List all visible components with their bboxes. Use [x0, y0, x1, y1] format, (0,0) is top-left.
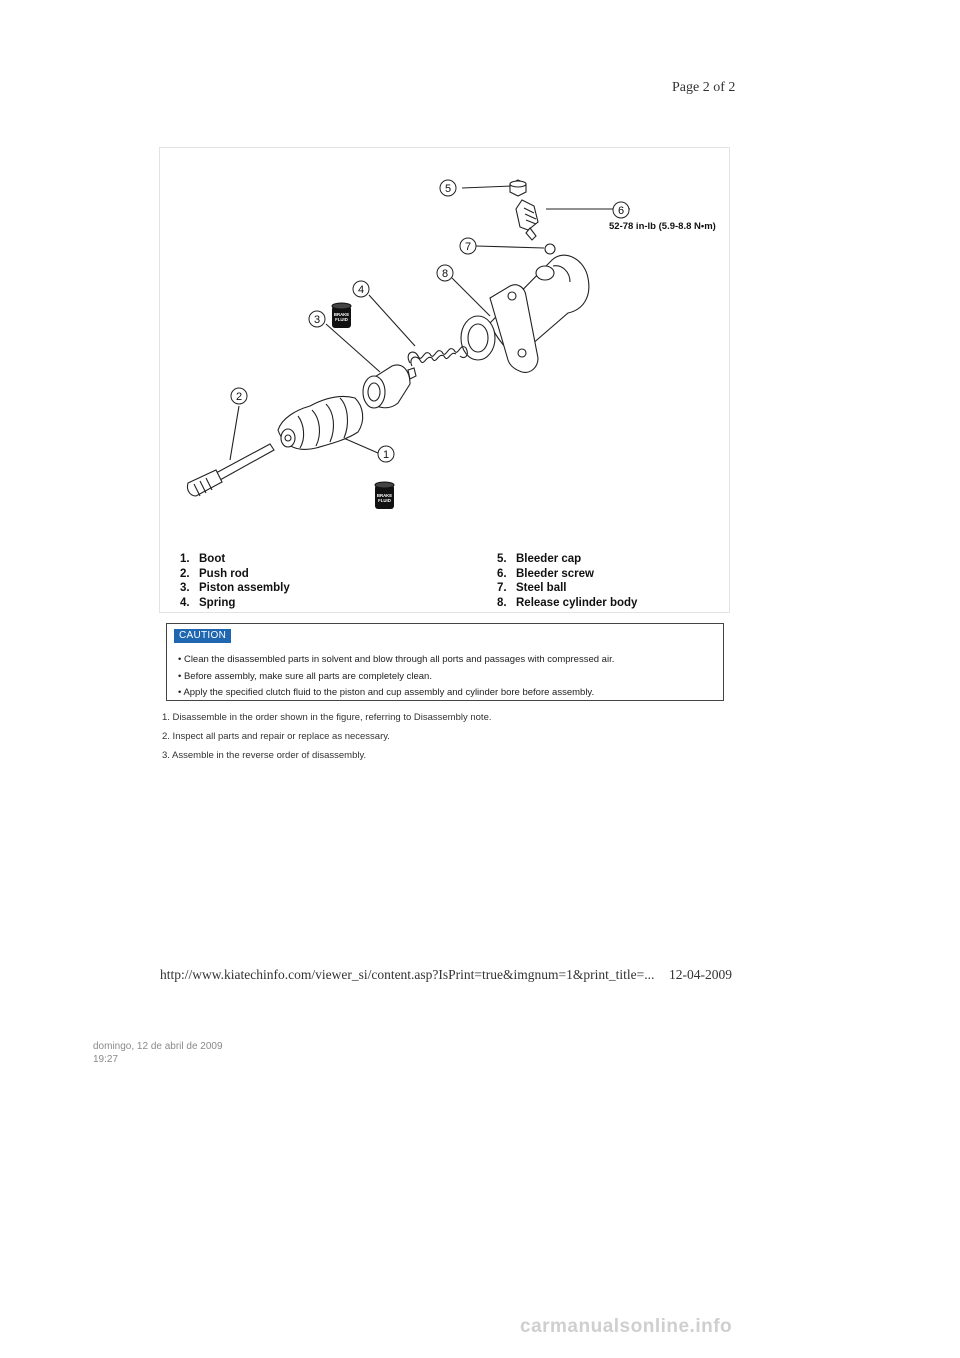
part-item: 3. Piston assembly [180, 582, 290, 594]
bleeder-cap-drawing [510, 180, 526, 196]
svg-text:8: 8 [441, 268, 449, 280]
part-item: 6. Bleeder screw [497, 567, 594, 580]
part-item: 5. Bleeder cap [497, 553, 582, 565]
part-item: 1. Boot [180, 553, 226, 565]
svg-text:3: 3 [313, 314, 321, 326]
part-item: 8. Release cylinder body [497, 596, 638, 609]
svg-text:2: 2 [235, 391, 243, 403]
procedure-step: 1. Disassemble in the order shown in the figure, referring to Disassembly note. [162, 712, 492, 723]
release-cylinder-body-drawing [461, 255, 589, 372]
torque-spec: 52-78 in-lb (5.9-8.8 N•m) [609, 221, 716, 232]
svg-text:6: 6 [617, 205, 625, 217]
parts-list-left [180, 552, 290, 610]
page-header: Page 2 of 2 [672, 80, 736, 95]
watermark: carmanualsonline.info [520, 1316, 733, 1337]
callout-5 [440, 180, 456, 196]
spring-drawing [408, 347, 467, 366]
fluid-can-label-1: BRAKE [333, 312, 350, 317]
leader-line-5 [462, 186, 512, 188]
callout-6 [613, 202, 629, 218]
svg-text:7: 7 [464, 241, 472, 253]
procedure-step: 3. Assemble in the reverse order of disassembly. [162, 750, 367, 761]
leader-line-3 [326, 324, 380, 372]
caution-box [166, 623, 724, 701]
caution-item: • Clean the disassembled parts in solvent and blow through all ports and passages with compressed air. [178, 654, 615, 665]
exploded-view-figure [159, 147, 730, 613]
leader-line-8 [452, 278, 490, 316]
bleeder-screw-drawing [516, 200, 538, 240]
push-rod-drawing [187, 444, 274, 496]
callout-7 [460, 238, 476, 254]
leader-line-2 [230, 406, 239, 460]
stamp-time: 19:27 [93, 1054, 119, 1065]
caution-item: • Apply the specified clutch fluid to the piston and cup assembly and cylinder bore before assembly. [178, 687, 595, 698]
svg-text:5: 5 [444, 183, 452, 195]
footer-url: http://www.kiatechinfo.com/viewer_si/content.asp?IsPrint=true&imgnum=1&print_title=... [160, 967, 655, 982]
svg-text:1: 1 [382, 449, 390, 461]
callout-8 [437, 265, 453, 281]
leader-line-4 [369, 295, 415, 346]
callout-1 [378, 446, 394, 462]
parts-list-right [497, 552, 637, 610]
timestamp-stamp [93, 1040, 223, 1066]
part-item: 2. Push rod [180, 567, 249, 580]
brake-fluid-can-icon [375, 482, 394, 509]
leader-line-7 [476, 246, 544, 248]
caution-badge: CAUTION [174, 629, 231, 643]
fluid-can-label-1: BRAKE [376, 493, 393, 498]
fluid-can-label-2: FLUID [378, 498, 391, 503]
stamp-date: domingo, 12 de abril de 2009 [93, 1041, 223, 1052]
part-item: 4. Spring [180, 596, 236, 609]
fluid-can-label-2: FLUID [335, 317, 348, 322]
procedure-step: 2. Inspect all parts and repair or replace as necessary. [162, 731, 390, 742]
steel-ball-drawing [545, 244, 555, 254]
part-item: 7. Steel ball [497, 582, 567, 594]
callout-2 [231, 388, 247, 404]
piston-assembly-drawing [363, 365, 416, 408]
caution-item: • Before assembly, make sure all parts are completely clean. [178, 670, 432, 682]
callout-3 [309, 311, 325, 327]
callout-4 [353, 281, 369, 297]
brake-fluid-can-icon [332, 303, 351, 328]
boot-drawing [278, 396, 363, 449]
procedure-steps [162, 708, 492, 765]
release-cylinder-diagram [160, 148, 731, 614]
footer-date: 12-04-2009 [669, 967, 732, 982]
svg-text:4: 4 [357, 284, 365, 296]
caution-list [178, 652, 614, 702]
